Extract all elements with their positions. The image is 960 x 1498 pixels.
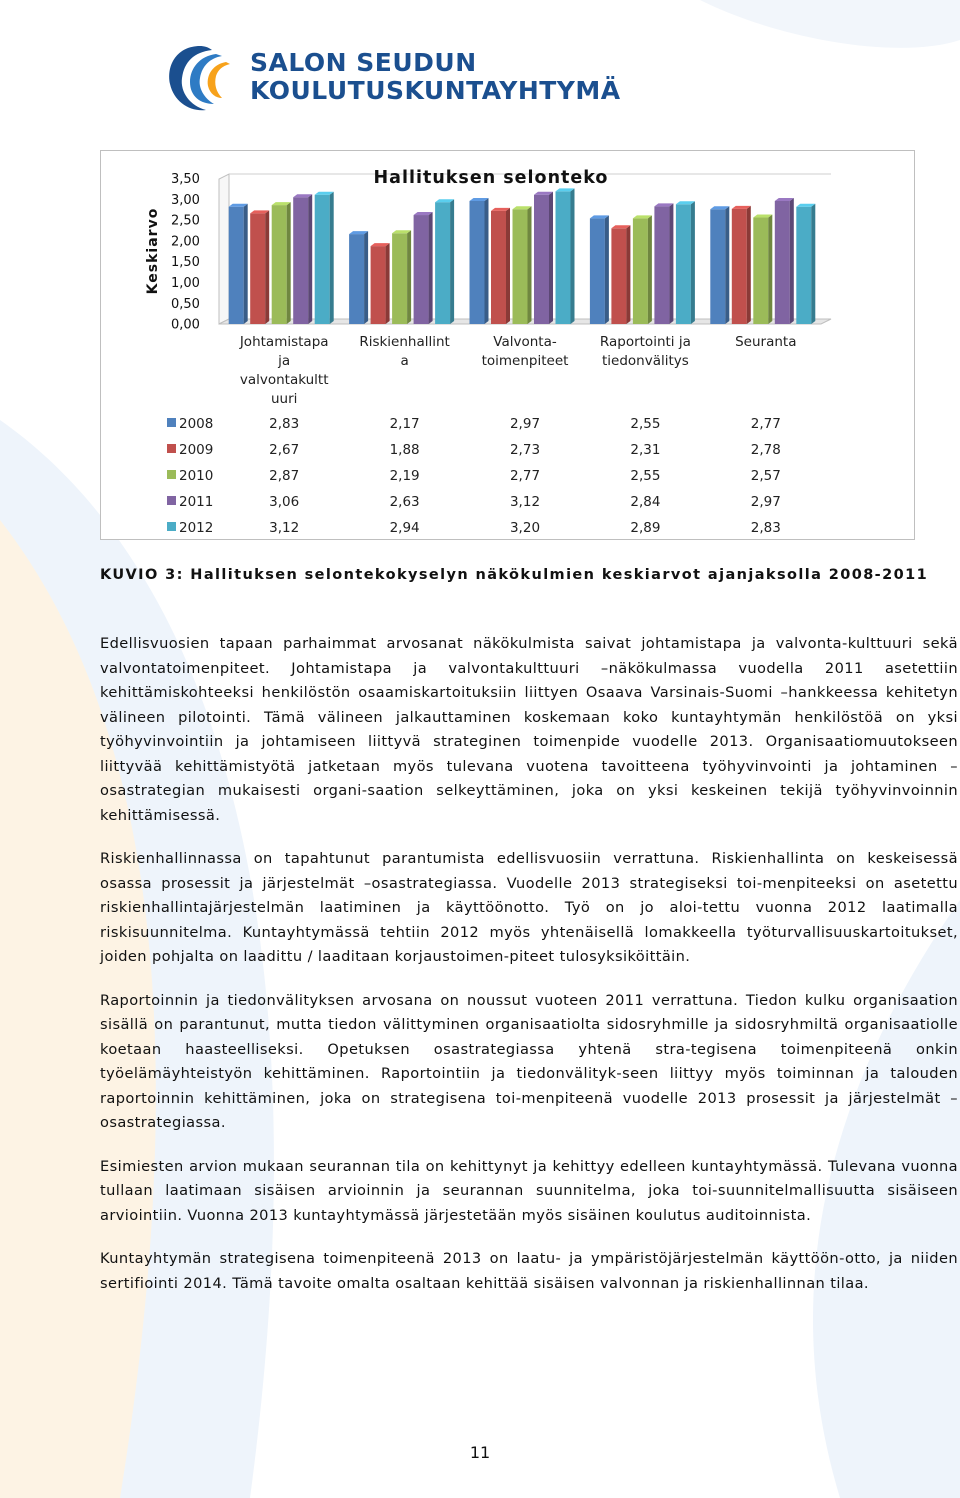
bar: [229, 204, 248, 324]
bar-chart: [100, 150, 915, 540]
category-label: valvontakultt: [239, 372, 329, 388]
category-label: Seuranta: [735, 334, 797, 350]
y-tick-label: 2,50: [171, 213, 200, 229]
bar: [470, 198, 489, 324]
data-label: 3,06: [269, 494, 300, 510]
bar: [513, 206, 532, 324]
bar: [491, 208, 510, 324]
category-label: Raportointi ja: [599, 334, 691, 350]
legend-swatch: [167, 418, 176, 427]
legend-swatch: [167, 444, 176, 453]
data-label: 3,12: [269, 520, 300, 536]
legend-label: 2008: [179, 416, 214, 432]
data-label: 1,88: [389, 442, 420, 458]
data-label: 2,94: [389, 520, 420, 536]
logo-line-1: SALON SEUDUN: [250, 48, 477, 77]
chart-canvas: [101, 151, 916, 541]
bar: [435, 199, 454, 324]
bar: [250, 210, 269, 324]
legend-swatch: [167, 496, 176, 505]
data-label: 2,73: [509, 442, 541, 458]
data-label: 2,55: [630, 416, 661, 432]
category-label: a: [400, 353, 409, 369]
data-label: 3,20: [509, 520, 541, 536]
bar: [534, 192, 553, 324]
data-label: 2,17: [389, 416, 420, 432]
figure-caption: KUVIO 3: Hallituksen selontekokyselyn näkökulmien keskiarvot ajanjaksolla 2008-2011: [100, 567, 929, 583]
chart-side-wall: [219, 174, 229, 324]
y-tick-label: 1,00: [171, 276, 200, 291]
y-tick-label: 0,00: [171, 317, 200, 333]
bar: [732, 206, 751, 324]
bar: [590, 215, 609, 324]
data-label: 2,31: [630, 442, 661, 458]
bar: [349, 231, 368, 324]
page-number: 11: [469, 1443, 491, 1462]
data-label: 2,87: [269, 468, 300, 484]
data-label: 2,57: [750, 468, 781, 484]
bar: [676, 201, 695, 324]
organization-logo: [160, 40, 660, 120]
data-label: 2,97: [509, 416, 541, 432]
bar: [775, 198, 794, 324]
bar: [633, 215, 652, 324]
data-label: 2,63: [389, 494, 420, 510]
y-axis-label: Keskiarvo: [145, 207, 161, 295]
bar: [556, 188, 575, 324]
data-label: 3,12: [509, 494, 541, 510]
data-label: 2,78: [750, 442, 781, 458]
paragraph-3: Raportoinnin ja tiedonvälityksen arvosana on noussut vuoteen 2011 verrattuna. Tiedon kulku organisaation sisällä on parantunut, mutta tiedon välittyminen organisaatiolta sidosryhmille ja sidosryhmiltä organisaatiolle koetaan haasteelliseksi. Opetuksen osastrategiassa yhtenä stra-tegisena toimenpiteenä onkin työelämäyhteistyön kehittäminen. Raportointiin ja tiedonvälityk-seen liittyy myös toiminnan ja talouden raportoinnin kehittäminen, joka on strategisena toi-menpiteenä vuodelle 2013 prosessit ja järjestelmät –osastrategiassa.: [100, 991, 958, 1131]
data-label: 2,83: [750, 520, 781, 536]
data-label: 2,77: [750, 416, 781, 432]
bar: [796, 204, 815, 324]
paragraph-4: Esimiesten arvion mukaan seurannan tila on kehittynyt ja kehittyy edelleen kuntayhtymässä. Tulevana vuonna tullaan laatimaan sisäisen arvioinnin ja seurannan suunnitelma, joka toi-suunnitelmallisuutta sisäiseen arviointiin. Vuonna 2013 kuntayhtymässä järjestetään myös sisäinen koulutus auditoinnista.: [100, 1157, 958, 1224]
legend-label: 2012: [179, 520, 214, 536]
y-tick-label: 3,00: [171, 192, 200, 208]
bar: [710, 206, 729, 324]
y-tick-label: 1,50: [171, 255, 200, 271]
bar: [293, 194, 312, 324]
chart-title: Hallituksen selonteko: [373, 168, 609, 188]
data-label: 2,89: [630, 520, 661, 536]
bar: [315, 192, 334, 324]
bar: [272, 202, 291, 324]
body-text: [100, 632, 958, 1315]
legend-swatch: [167, 522, 176, 531]
category-label: Valvonta-: [493, 334, 557, 350]
data-label: 2,55: [630, 468, 661, 484]
bar: [611, 225, 630, 324]
legend-label: 2009: [179, 442, 214, 458]
category-label: Riskienhallint: [359, 334, 450, 350]
logo-swirl-icon: [160, 40, 240, 120]
paragraph-1: Edellisvuosien tapaan parhaimmat arvosanat näkökulmista saivat johtamistapa ja valvonta-kulttuuri sekä valvontatoimenpiteet. Johtamistapa ja valvontakulttuuri –näkökulmassa vuodella 2011 asetettiin kehittämiskohteeksi henkilöstön osaamiskartoituksiin liittyen Osaava Varsinais-Suomi –hankkeessa kehitetyn välineen pilotointi. Tämä välineen jalkauttaminen koskemaan koko kuntayhtymän henkilöstöä on yksi työhyvinvointiin ja johtamiseen liittyvä strateginen toimenpide vuodelle 2013. Organisaatiomuutokseen liittyvää kehittämistyötä jatketaan myös tulevana vuotena tavoitteena työhyvinvointi ja johtaminen –osastrategian mukaisesti organi-saation selkeyttäminen, joka on yksi keskeinen tekijä työhyvinvoinnin kehittämisessä.: [100, 635, 958, 824]
data-label: 2,83: [269, 416, 300, 432]
legend-swatch: [167, 470, 176, 479]
y-tick-label: 3,50: [171, 172, 200, 187]
paragraph-5: Kuntayhtymän strategisena toimenpiteenä 2013 on laatu- ja ympäristöjärjestelmän käyttöön-otto, ja niiden sertifiointi 2014. Tämä tavoite omalta osaltaan kehittää sisäisen valvonnan ja riskienhallinnan tilaa.: [100, 1250, 958, 1292]
category-label: toimenpiteet: [481, 353, 569, 369]
category-label: Johtamistapa: [239, 334, 329, 350]
y-tick-label: 2,00: [171, 234, 200, 250]
bar: [753, 215, 772, 324]
category-label: ja: [278, 353, 291, 369]
bar: [392, 230, 411, 324]
bar: [654, 203, 673, 324]
data-label: 2,19: [389, 468, 420, 484]
data-label: 2,84: [630, 494, 661, 510]
bar: [414, 212, 433, 324]
legend-label: 2010: [179, 468, 214, 484]
y-tick-label: 0,50: [171, 296, 200, 312]
data-label: 2,67: [269, 442, 300, 458]
data-label: 2,97: [750, 494, 781, 510]
category-label: tiedonvälitys: [601, 353, 689, 369]
legend-label: 2011: [179, 494, 214, 510]
paragraph-2: Riskienhallinnassa on tapahtunut parantumista edellisvuosiin verrattuna. Riskienhallinta on keskeisessä osassa prosessit ja järjestelmät –osastrategiassa. Vuodelle 2013 strategiseksi toi-menpiteeksi on asetettu riskienhallintajärjestelmän laatiminen ja käyttöönotto. Työ on jo aloi-tettu vuonna 2012 laatimalla riskisuunnitelma. Kuntayhtymässä tehtiin 2012 myös yhtenäisellä lomakkeella työturvallisuuskartoitukset, joiden pohjalta on laadittu / laaditaan korjaustoimen-piteet tulosyksiköittäin.: [100, 850, 958, 965]
logo-line-2: KOULUTUSKUNTAYHTYMÄ: [250, 76, 621, 105]
data-label: 2,77: [509, 468, 541, 484]
bar: [371, 243, 390, 324]
category-label: uuri: [270, 391, 298, 407]
